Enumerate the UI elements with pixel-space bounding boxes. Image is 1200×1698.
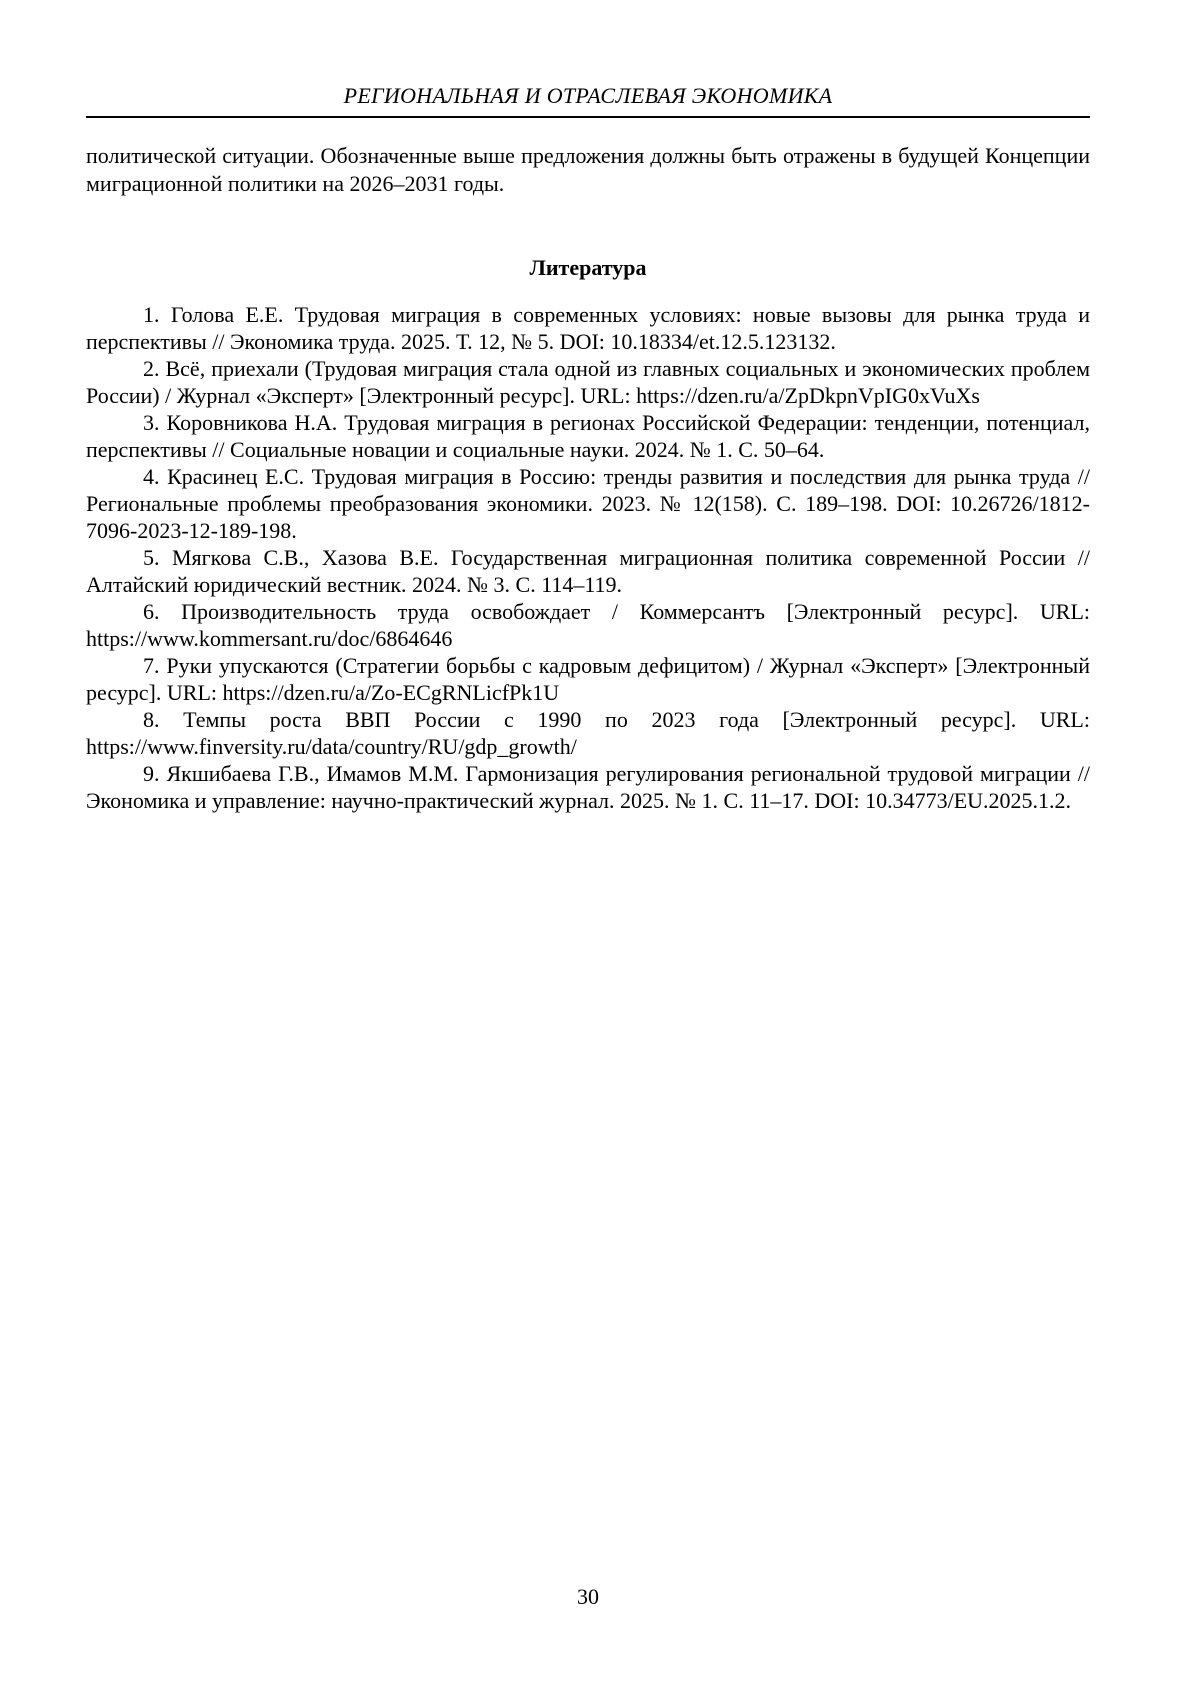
reference-item: 4. Красинец Е.С. Трудовая миграция в Россию: тренды развития и последствия для рынка труда // Региональные проблемы преобразования экономики. 2023. № 12(158). С. 189–198. DOI: 10.26726/1812-7096-2023-12-189-198.	[86, 464, 1090, 543]
reference-item: 8. Темпы роста ВВП России с 1990 по 2023 года [Электронный ресурс]. URL: https://www.finversity.ru/data/country/RU/gdp_growth/	[86, 707, 1090, 759]
reference-item: 1. Голова Е.Е. Трудовая миграция в современных условиях: новые вызовы для рынка труда и перспективы // Экономика труда. 2025. Т. 12, № 5. DOI: 10.18334/et.12.5.123132.	[86, 302, 1090, 354]
page-number: 30	[577, 1584, 599, 1609]
running-head	[86, 0, 1090, 118]
running-head-title: РЕГИОНАЛЬНАЯ И ОТРАСЛЕВАЯ ЭКОНОМИКА	[343, 83, 833, 108]
reference-list	[86, 301, 1090, 814]
reference-item: 2. Всё, приехали (Трудовая миграция стала одной из главных социальных и экономических проблем России) / Журнал «Эксперт» [Электронный ресурс]. URL: https://dzen.ru/a/ZpDkpnVpIG0xVuXs	[86, 356, 1090, 408]
reference-item: 9. Якшибаева Г.В., Имамов М.М. Гармонизация регулирования региональной трудовой миграции // Экономика и управление: научно-практический журнал. 2025. № 1. С. 11–17. DOI: 10.34773/EU.2025.1.2.	[86, 761, 1090, 813]
intro-paragraph: политической ситуации. Обозначенные выше предложения должны быть отражены в будущей Концепции миграционной политики на 2026–2031 годы.	[86, 143, 1090, 196]
text-column	[86, 0, 1090, 814]
reference-item: 5. Мягкова С.В., Хазова В.Е. Государственная миграционная политика современной России // Алтайский юридический вестник. 2024. № 3. С. 114–119.	[86, 545, 1090, 597]
reference-item: 6. Производительность труда освобождает / Коммерсантъ [Электронный ресурс]. URL: https://www.kommersant.ru/doc/6864646	[86, 599, 1090, 651]
reference-item: 3. Коровникова Н.А. Трудовая миграция в регионах Российской Федерации: тенденции, потенциал, перспективы // Социальные новации и социальные науки. 2024. № 1. С. 50–64.	[86, 410, 1090, 462]
reference-item: 7. Руки упускаются (Стратегии борьбы с кадровым дефицитом) / Журнал «Эксперт» [Электронный ресурс]. URL: https://dzen.ru/a/Zo-ECgRNLicfPk1U	[86, 653, 1090, 705]
references-heading: Литература	[529, 255, 647, 280]
